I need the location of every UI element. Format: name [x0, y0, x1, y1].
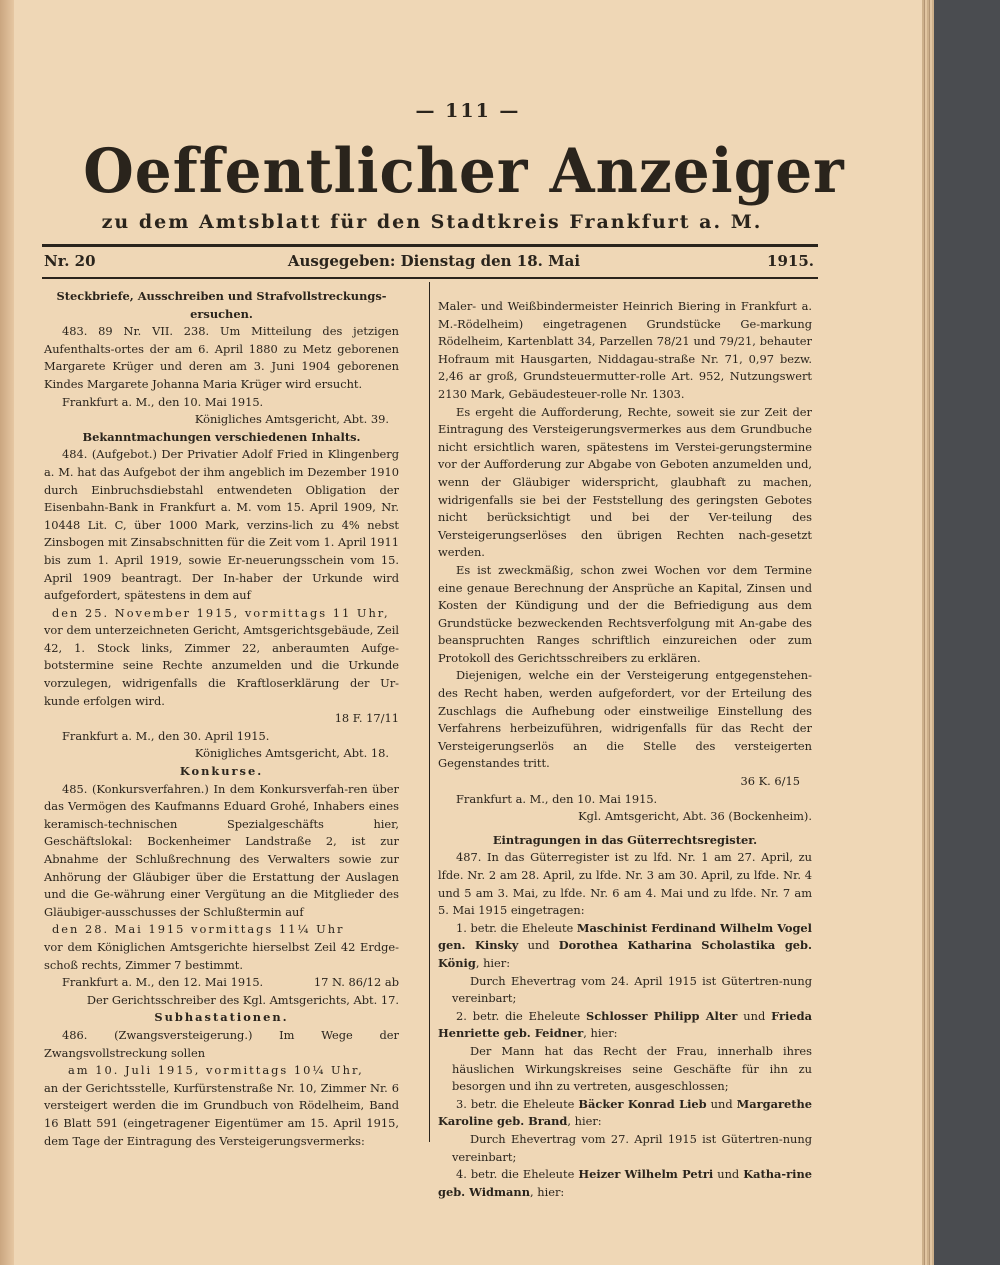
page-number: — 111 — [415, 100, 521, 122]
left-column [44, 288, 399, 1150]
entry-1-text: Durch Ehevertrag vom 24. April 1915 ist Gütertren-nung vereinbart; [452, 973, 812, 1006]
book-cover [934, 0, 1000, 1265]
notice-486-signature: Kgl. Amtsgericht, Abt. 36 (Bockenheim). [578, 809, 812, 824]
notice-483-date: Frankfurt a. M., den 10. Mai 1915. [62, 394, 264, 409]
heading-konkurse: Konkurse. [179, 764, 264, 779]
notice-484-term: den 25. November 1915, vormittags 11 Uhr, [52, 605, 390, 620]
notice-485-signature: Der Gerichtsschreiber des Kgl. Amtsgerichts, Abt. 17. [86, 992, 399, 1007]
notice-486-request: Es ergeht die Aufforderung, Rechte, soweit sie zur Zeit der Eintragung des Versteigerungsvermerkes aus dem Grundbuche nicht ersichtlich waren, spätestens im Verstei-gerungstermine vor der Aufforderung zur Abgabe von Geboten anzumelden und, wenn der Gläubiger widerspricht, glaubhaft zu machen, widrigenfalls sie bei der Feststellung des geringsten Gebotes nicht berücksichtigt und bei der Ver-teilung des Versteigerungserlöses den übrigen Rechten nach-gesetzt werden. [438, 404, 812, 560]
issue-date: Ausgegeben: Dienstag den 18. Mai [287, 252, 581, 270]
notice-484-date: Frankfurt a. M., den 30. April 1915. [62, 728, 270, 743]
heading-bekanntmachungen: Bekanntmachungen verschiedenen Inhalts. [82, 429, 361, 444]
notice-486-advice: Es ist zweckmäßig, schon zwei Wochen vor dem Termine eine genaue Berechnung der Ansprüche an Kapital, Zinsen und Kosten der Kündigung und der die Befriedigung aus dem Grundstücke bezweckenden Rechtsverfolgung mit An-gabe des beanspruchten Ranges schriftlich einzureichen oder zum Protokoll des Gerichtsschreibers zu erklären. [438, 562, 812, 665]
notice-484: 484. (Aufgebot.) Der Privatier Adolf Fried in Klingenberg a. M. hat das Aufgebot der ihm angeblich im Dezember 1910 durch Einbruchsdiebstahl entwendeten Obligation der Eisenbahn-Bank in Frankfurt a. M. vom 15. April 1909, Nr. 10448 Lit. C, über 1000 Mark, verzins-lich zu 4% nebst Zinsbogen mit Zinsabschnitten für die Zeit vom 1. April 1911 bis zum 1. April 1919, sowie Er-neuerungsschein vom 15. April 1909 beantragt. Der In-haber der Urkunde wird aufgefordert, spätestens in dem auf [44, 447, 399, 603]
heading-subhastationen: Subhastationen. [154, 1010, 289, 1025]
notice-483: 483. 89 Nr. VII. 238. Um Mitteilung des jetzigen Aufenthalts-ortes der am 6. April 1880 zu Metz geborenen Margarete Krüger und deren am 3. Juni 1904 geborenen Kindes Margarete Johanna Maria Krüger wird ersucht. [44, 324, 399, 391]
entry-1: 1. betr. die Eheleute Maschinist Ferdinand Wilhelm Vogel gen. Kinsky und Dorothea Katharina Scholastika geb. König, hier: [438, 920, 813, 970]
right-column [438, 298, 812, 1201]
notice-484-body: vor dem unterzeichneten Gericht, Amtsgerichtsgebäude, Zeil 42, 1. Stock links, Zimmer 22, anberaumten Aufge-botstermine seine Rechte anzumelden und die Urkunde vorzulegen, widrigenfalls die Kraftloserklärung der Ur-kunde erfolgen wird. [44, 623, 399, 708]
notice-486-cont: Maler- und Weißbindermeister Heinrich Biering in Frankfurt a. M.-Rödelheim) eingetragenen Grundstücke Ge-markung Rödelheim, Kartenblatt 34, Parzellen 78/21 und 79/21, behauter Hofraum mit Hausgarten, Niddagau-straße Nr. 71, 0,97 bezw. 2,46 ar groß, Grundsteuermutter-rolle Art. 952, Nutzungswert 2130 Mark, Gebäudesteuer-rolle Nr. 1303. [438, 299, 812, 401]
notice-483-signature: Königliches Amtsgericht, Abt. 39. [194, 412, 389, 427]
notice-485-body: vor dem Königlichen Amtsgerichte hierselbst Zeil 42 Erdge-schoß rechts, Zimmer 7 bestimmt. [44, 939, 399, 972]
notice-487: 487. In das Güterregister ist zu lfd. Nr. 1 am 27. April, zu lfde. Nr. 2 am 28. April, zu lfde. Nr. 3 am 30. April, zu lfde. Nr. 4 und 5 am 3. Mai, zu lfde. Nr. 6 am 4. Mai und zu lfde. Nr. 7 am 5. Mai 1915 eingetragen: [438, 850, 812, 918]
notice-486: 486. (Zwangsversteigerung.) Im Wege der Zwangsvollstreckung sollen [44, 1027, 399, 1060]
notice-484-signature: Königliches Amtsgericht, Abt. 18. [194, 746, 389, 761]
notice-486-ref: 36 K. 6/15 [740, 774, 800, 789]
header-rule [42, 277, 818, 279]
heading-gueterrechtsregister: Eintragungen in das Güterrechtsregister. [492, 832, 758, 847]
entry-2-text: Der Mann hat das Recht der Frau, innerhalb ihres häuslichen Wirkungskreises seine Geschäfte für ihn zu besorgen und ihn zu vertreten, ausgeschlossen; [452, 1043, 812, 1094]
notice-485-date: Frankfurt a. M., den 12. Mai 1915. 17 N. 86/12 ab [44, 974, 399, 992]
issue-year: 1915. [767, 252, 814, 270]
notice-486-term: am 10. Juli 1915, vormittags 10¼ Uhr, [68, 1063, 364, 1078]
entry-3-text: Durch Ehevertrag vom 27. April 1915 ist Gütertren-nung vereinbart; [452, 1131, 812, 1164]
entry-3: 3. betr. die Eheleute Bäcker Konrad Lieb und Margarethe Karoline geb. Brand, hier: [438, 1096, 812, 1129]
book-gutter [0, 0, 14, 1265]
notice-485: 485. (Konkursverfahren.) In dem Konkursverfah-ren über das Vermögen des Kaufmanns Eduard Grohé, Inhabers eines keramisch-technischen Spezialgeschäfts hier, Geschäftslokal: Bockenheimer Landstraße 2, ist zur Abnahme der Schlußrechnung des Verwalters sowie zur Anhörung der Gläubiger über die Erstattung der Auslagen und die Ge-währung einer Vergütung an die Mitglieder des Gläubiger-ausschusses der Schlußtermin auf [44, 781, 399, 919]
issue-number: Nr. 20 [44, 252, 96, 270]
masthead-title: Oeffentlicher Anzeiger [83, 135, 845, 207]
notice-485-term: den 28. Mai 1915 vormittags 11¼ Uhr [52, 922, 345, 937]
notice-486-date: Frankfurt a. M., den 10. Mai 1915. [456, 791, 658, 806]
top-rule [42, 244, 818, 247]
masthead-subtitle: zu dem Amtsblatt für den Stadtkreis Frankfurt a. M. [101, 211, 763, 233]
notice-485-ref: 17 N. 86/12 ab [313, 975, 399, 990]
entry-2: 2. betr. die Eheleute Schlosser Philipp Alter und Frieda Henriette geb. Feidner, hier: [438, 1008, 812, 1041]
entry-4: 4. betr. die Eheleute Heizer Wilhelm Petri und Katha-rine geb. Widmann, hier: [438, 1167, 812, 1199]
notice-486-objection: Diejenigen, welche ein der Versteigerung entgegenstehen-des Recht haben, werden aufgefordert, vor der Erteilung des Zuschlags die Aufhebung oder einstweilige Einstellung des Verfahrens herbeizuführen, widrigenfalls für das Recht der Versteigerungserlös an die Stelle des versteigerten Gegenstandes tritt. [438, 668, 812, 771]
column-divider [429, 282, 430, 1142]
notice-486-body: an der Gerichtsstelle, Kurfürstenstraße Nr. 10, Zimmer Nr. 6 versteigert werden die im Grundbuch von Rödelheim, Band 16 Blatt 591 (eingetragener Eigentümer am 15. April 1915, dem Tage der Eintragung des Versteigerungsvermerks: [44, 1080, 399, 1148]
heading-steckbriefe: Steckbriefe, Ausschreiben und Strafvollstreckungs- ersuchen. [56, 289, 387, 321]
notice-484-ref: 18 F. 17/11 [334, 711, 399, 726]
newspaper-page [14, 0, 922, 1265]
